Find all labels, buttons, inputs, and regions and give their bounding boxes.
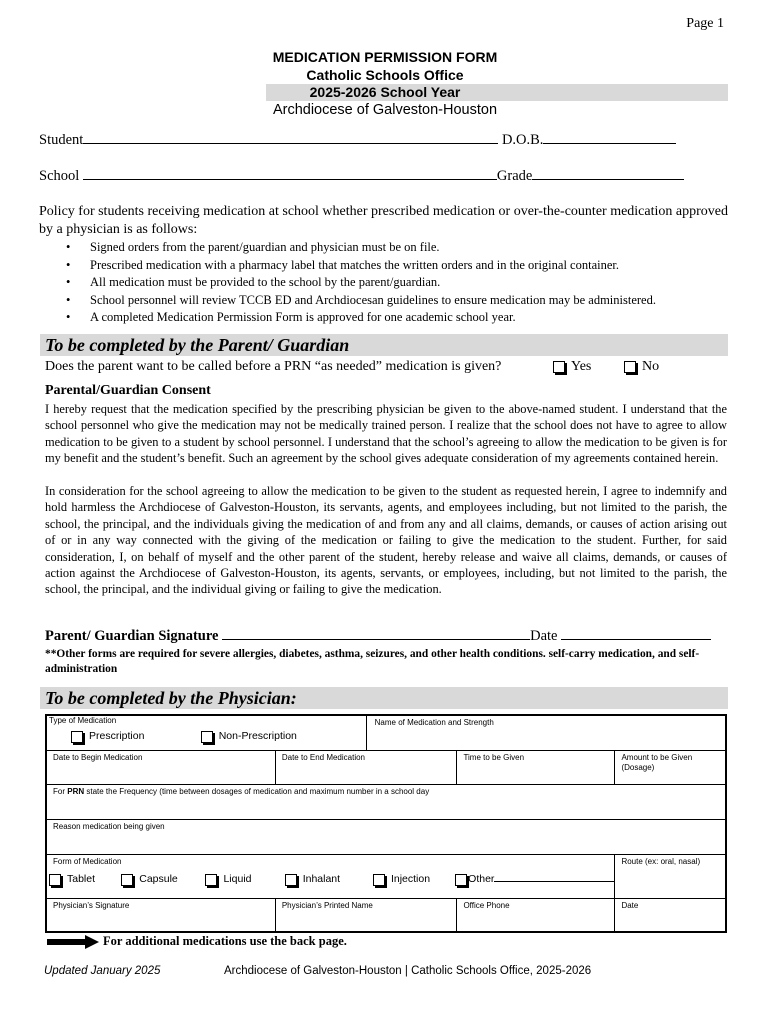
school-field[interactable] [83,179,497,180]
dob-label: D.O.B. [501,132,544,148]
physician-printed-name-label: Physician’s Printed Name [281,900,373,910]
policy-intro: Policy for students receiving medication at school whether prescribed medication or over-the-counter medication approved by a physician is as follows: [39,204,728,237]
parent-date-field[interactable] [561,639,711,640]
dob-field[interactable] [543,143,676,144]
capsule-checkbox[interactable] [121,874,133,886]
grade-field[interactable] [532,179,684,180]
office-phone-cell[interactable] [457,898,615,932]
physician-signature-cell[interactable] [46,898,275,932]
consent-heading: Parental/Guardian Consent [45,383,211,398]
liquid-checkbox[interactable] [205,874,217,886]
form-of-medication-label: Form of Medication [53,856,122,866]
non-prescription-checkbox[interactable] [201,731,213,743]
footer-office-line: Archdiocese of Galveston-Houston | Catholic Schools Office, 2025-2026 [224,965,592,977]
non-prescription-option[interactable] [201,731,297,743]
school-label: School [39,168,80,184]
capsule-label: Capsule [139,872,178,885]
no-option[interactable] [624,359,659,375]
form-option-injection[interactable] [373,874,453,886]
date-begin-label: Date to Begin Medication [53,752,143,762]
consent-paragraph-1: I hereby request that the medication specified by the prescribing physician be given to the above-named student. I understand that the school personnel who give the medication may not be medically trained person. I realize that the school does not have to agree to allow medication to be given to a student by school personnel. I understand that the school’s agreeing to allow the medication to be given is for my benefit and the student’s benefit. Such an agreement by the school gives adequate consideration of my agreements contained herein. [45,402,727,466]
form-title: MEDICATION PERMISSION FORM [272,49,498,65]
inhalant-checkbox[interactable] [285,874,297,886]
date-end-label: Date to End Medication [281,752,366,762]
physician-table [45,714,727,933]
form-option-capsule[interactable] [121,874,203,886]
form-option-other[interactable] [455,874,614,886]
physician-date-cell[interactable] [615,898,726,932]
no-checkbox[interactable] [624,361,636,373]
prescription-option[interactable] [71,731,144,743]
office-phone-label: Office Phone [463,900,510,910]
additional-medications-note: For additional medications use the back page. [103,934,347,948]
yes-label: Yes [571,359,592,374]
physician-printed-name-cell[interactable] [275,898,457,932]
reason-label: Reason medication being given [53,821,165,831]
updated-date: Updated January 2025 [44,965,161,977]
grade-label: Grade [496,168,533,184]
policy-bullet: • School personnel will review TCCB ED and Archdiocesan guidelines to ensure medication may be administered. [39,292,739,310]
form-of-medication-cell [46,854,615,898]
date-begin-cell[interactable] [46,750,275,784]
injection-label: Injection [390,872,431,885]
parent-signature-row [45,628,711,645]
policy-list [39,239,739,327]
tablet-checkbox[interactable] [49,874,61,886]
policy-bullet: • All medication must be provided to the school by the parent/guardian. [39,274,739,292]
student-field[interactable] [83,143,498,144]
physician-signature-label: Physician’s Signature [53,900,130,910]
prescription-label: Prescription [89,730,145,743]
liquid-label: Liquid [223,872,252,885]
route-label: Route (ex: oral, nasal) [621,856,701,866]
physician-section-heading: To be completed by the Physician: [45,688,297,708]
type-options [49,731,364,743]
prescription-checkbox[interactable] [71,731,83,743]
other-checkbox[interactable] [455,874,467,886]
form-options [49,874,614,886]
tablet-label: Tablet [67,872,96,885]
archdiocese-name: Archdiocese of Galveston-Houston [272,102,498,118]
name-strength-label: Name of Medication and Strength [374,718,494,727]
yes-checkbox[interactable] [553,361,565,373]
prn-question: Does the parent want to be called before a PRN “as needed” medication is given? [45,359,502,374]
route-cell[interactable] [615,854,726,898]
prn-rest: state the Frequency (time between dosages of medication and maximum number in a school day [84,786,430,796]
policy-bullet: • Prescribed medication with a pharmacy label that matches the written orders and in the original container. [39,257,739,275]
parent-signature-field[interactable] [222,639,530,640]
inhalant-label: Inhalant [302,872,341,885]
time-given-cell[interactable] [457,750,615,784]
non-prescription-label: Non-Prescription [218,730,297,743]
name-strength-cell[interactable] [366,715,726,750]
time-given-label: Time to be Given [463,752,525,762]
office-name: Catholic Schools Office [306,67,464,83]
school-year: 2025-2026 School Year [309,84,461,100]
form-option-inhalant[interactable] [285,874,371,886]
page-number: Page 1 [686,16,724,31]
type-of-medication-cell [46,715,366,750]
form-option-liquid[interactable] [205,874,282,886]
prn-prefix: For [53,786,68,796]
policy-bullet: • Signed orders from the parent/guardian and physician must be on file. [39,239,739,257]
parent-signature-label: Parent/ Guardian Signature [45,628,219,644]
prn-frequency-cell[interactable] [46,784,726,819]
date-end-cell[interactable] [275,750,457,784]
school-row [39,168,684,185]
reason-cell[interactable] [46,819,726,854]
amount-given-label: Amount to be Given (Dosage) [621,752,693,772]
amount-given-cell[interactable] [615,750,726,784]
student-label: Student [39,132,84,148]
parent-date-label: Date [530,628,558,644]
policy-bullet: • A completed Medication Permission Form is approved for one academic school year. [39,309,739,327]
prn-bold: PRN [67,786,85,796]
physician-date-label: Date [621,900,639,910]
no-label: No [642,359,660,374]
form-option-tablet[interactable] [49,874,119,886]
type-of-medication-label: Type of Medication [49,716,117,725]
consent-paragraph-2: In consideration for the school agreeing to allow the medication to be given to the student as requested herein, I agree to indemnify and hold harmless the Archdiocese of Galveston-Houston, its servants, agents, and employees including, but not limited to the parish, the school, the principal, and the individuals giving the medication of and from any and all claims, demands, or causes of action arising out of or in any way connected with the giving of the medication or failing to give the medication to the student. Further, for said consideration, I, on behalf of myself and the other parent of the student, hereby release and waive all claims, demands, or causes of action against the Archdiocese of Galveston-Houston, its agents, servants, or employees, including, but not limited to the parish, the school, the principal, and the individual giving or failing to give the medication. [45,484,727,597]
parent-section-heading: To be completed by the Parent/ Guardian [45,335,350,355]
injection-checkbox[interactable] [373,874,385,886]
other-field[interactable] [494,881,614,882]
yes-option[interactable] [553,359,591,375]
other-label: Other [468,872,495,885]
other-forms-note: **Other forms are required for severe allergies, diabetes, asthma, seizures, and other health conditions. self-carry medication, and self-administration [45,648,700,675]
student-row [39,132,676,149]
arrow-right-icon [47,935,99,949]
